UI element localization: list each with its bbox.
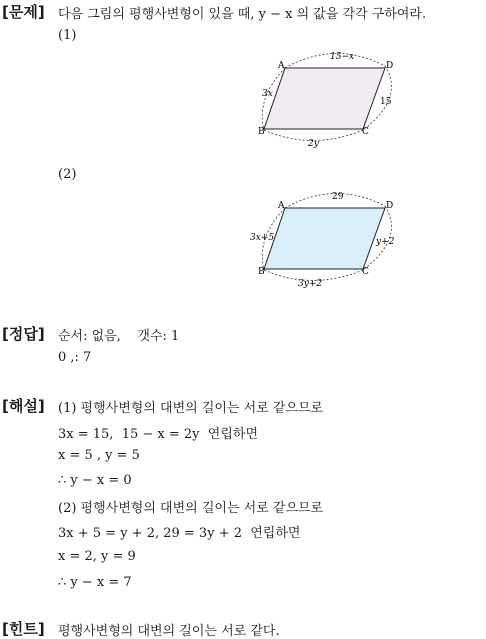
side-left-1: 3x xyxy=(262,89,273,99)
hint-label: [힌트] xyxy=(2,620,45,638)
solution-label: [해설] xyxy=(2,397,45,415)
solution-line: x = 5 , y = 5 xyxy=(58,448,140,463)
side-bottom-1: 2y xyxy=(308,139,319,149)
part2-label: (2) xyxy=(58,167,77,182)
solution-line: x = 2, y = 9 xyxy=(58,549,136,564)
side-right-1: 15 xyxy=(380,97,392,107)
vertex-d-2: D xyxy=(386,201,394,211)
side-right-2: y+2 xyxy=(376,237,395,247)
vertex-c-1: C xyxy=(362,127,369,137)
solution-line: ∴ y − x = 0 xyxy=(58,473,132,488)
vertex-d-1: D xyxy=(386,61,394,71)
side-left-2: 3x+5 xyxy=(250,233,275,243)
answer-line-1: 순서: 없음, 갯수: 1 xyxy=(58,329,180,344)
parallelogram-figure-1 xyxy=(250,46,400,150)
side-top-2: 29 xyxy=(332,192,344,202)
vertex-b-1: B xyxy=(258,127,265,137)
hint-text: 평행사변형의 대변의 길이는 서로 같다. xyxy=(58,624,280,639)
answer-line-2: 0 ,: 7 xyxy=(58,350,92,365)
side-bottom-2: 3y+2 xyxy=(298,279,323,289)
problem-label: [문제] xyxy=(2,3,45,21)
solution-line: ∴ y − x = 7 xyxy=(58,575,132,590)
solution-line: (1) 평행사변형의 대변의 길이는 서로 같으므로 xyxy=(58,401,324,416)
problem-statement: 다음 그림의 평행사변형이 있을 때, y − x 의 값을 각각 구하여라. xyxy=(58,7,427,22)
vertex-c-2: C xyxy=(362,267,369,277)
solution-line: 3x = 15, 15 − x = 2y 연립하면 xyxy=(58,427,258,442)
vertex-a-2: A xyxy=(278,201,285,211)
solution-line: (2) 평행사변형의 대변의 길이는 서로 같으므로 xyxy=(58,501,324,516)
answer-label: [정답] xyxy=(2,325,45,343)
side-top-1: 15−x xyxy=(330,52,355,62)
solution-line: 3x + 5 = y + 2, 29 = 3y + 2 연립하면 xyxy=(58,526,301,541)
vertex-a-1: A xyxy=(278,61,285,71)
part1-label: (1) xyxy=(58,28,77,43)
vertex-b-2: B xyxy=(258,267,265,277)
parallelogram-figure-2 xyxy=(250,186,400,290)
